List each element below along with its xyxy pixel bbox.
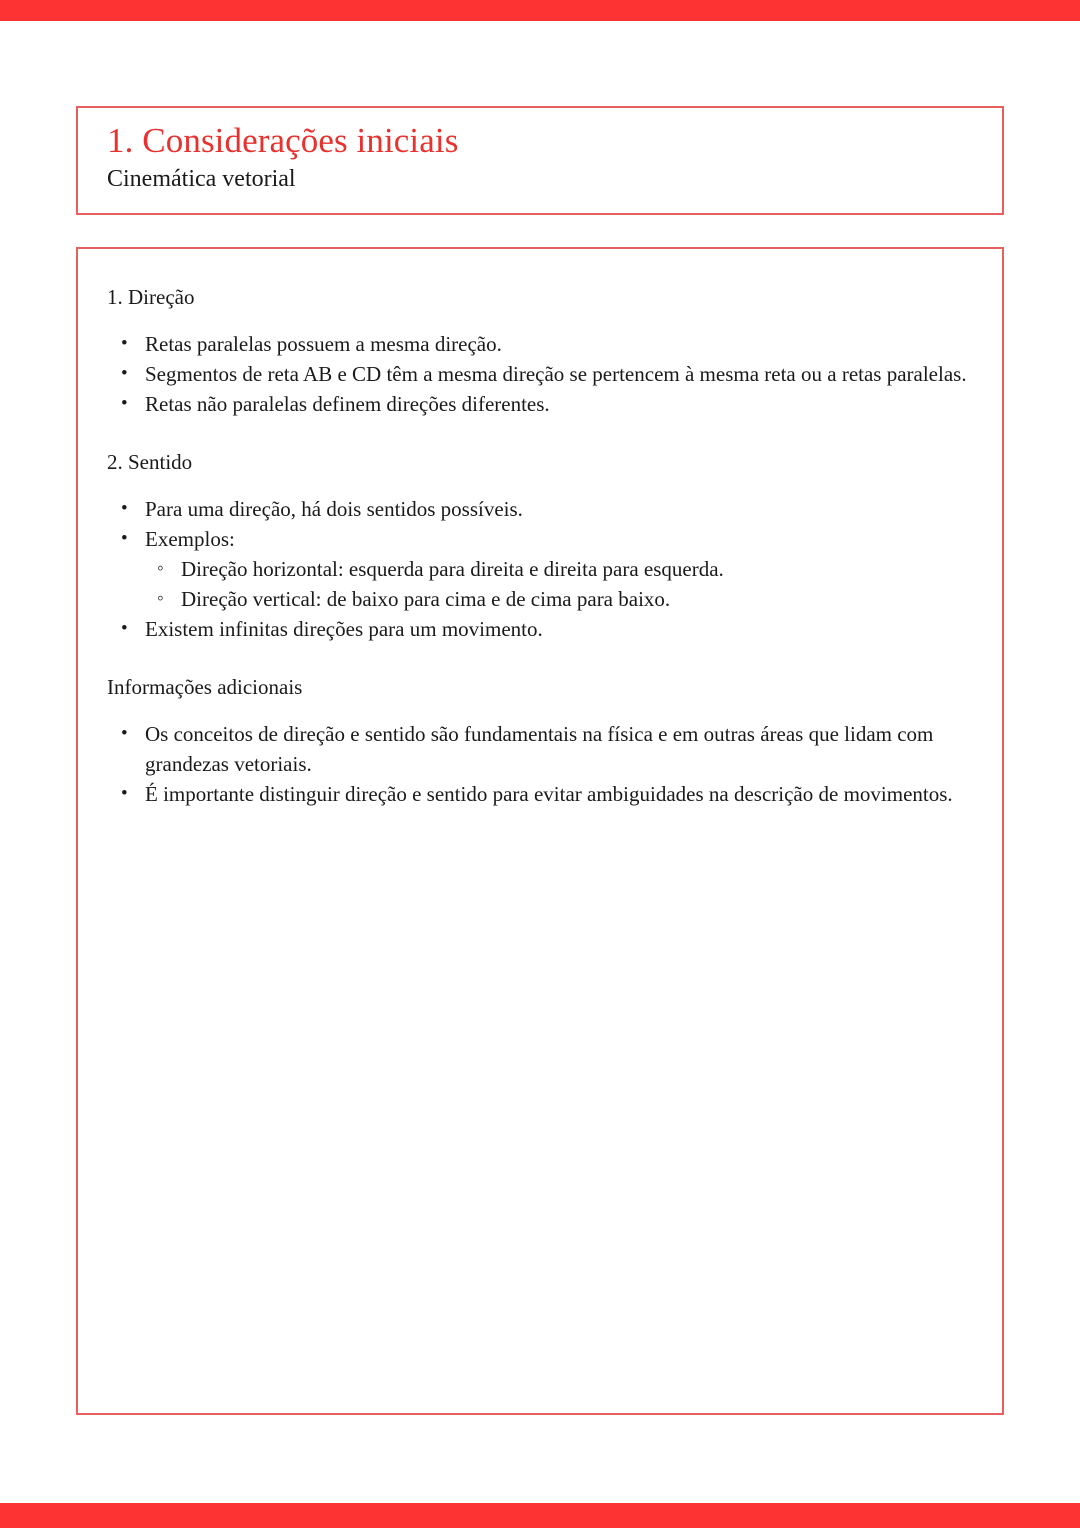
- sub-bullet-list: [145, 554, 972, 614]
- list-item: [107, 494, 972, 524]
- page-title: 1. Considerações iniciais: [107, 121, 459, 160]
- top-accent-bar: [0, 0, 1080, 21]
- section-heading: Informações adicionais: [107, 675, 303, 699]
- section-spacer: [107, 419, 972, 447]
- section-sentido: [107, 447, 972, 644]
- list-item-text: • Para uma direção, há dois sentidos possíveis.: [145, 494, 972, 524]
- list-item: [107, 779, 972, 809]
- bullet-list: [107, 329, 972, 419]
- list-item-text: • É importante distinguir direção e sentido para evitar ambiguidades na descrição de movimentos.: [145, 779, 972, 809]
- list-item: [107, 524, 972, 614]
- list-item-text: • Exemplos:: [145, 524, 972, 554]
- bottom-accent-bar: [0, 1503, 1080, 1528]
- bullet-list: [107, 719, 972, 809]
- list-item: [107, 614, 972, 644]
- section-heading: 1. Direção: [107, 285, 195, 309]
- sub-list-item-text: ◦ Direção horizontal: esquerda para direita e direita para esquerda.: [181, 554, 972, 584]
- list-item-text: • Os conceitos de direção e sentido são fundamentais na física e em outras áreas que lidam com grandezas vetoriais.: [145, 719, 972, 779]
- title-card: [76, 106, 1004, 215]
- sub-list-item: [145, 554, 972, 584]
- list-item: [107, 719, 972, 779]
- page-subtitle: Cinemática vetorial: [107, 166, 296, 192]
- sub-list-item-text: ◦ Direção vertical: de baixo para cima e de cima para baixo.: [181, 584, 972, 614]
- sub-list-item: [145, 584, 972, 614]
- list-item-text: • Existem infinitas direções para um movimento.: [145, 614, 972, 644]
- list-item: [107, 389, 972, 419]
- list-item-text: • Retas não paralelas definem direções diferentes.: [145, 389, 972, 419]
- list-item-text: • Segmentos de reta AB e CD têm a mesma direção se pertencem à mesma reta ou a retas paralelas.: [145, 359, 972, 389]
- list-item: [107, 359, 972, 389]
- section-spacer: [107, 644, 972, 672]
- bullet-list: [107, 494, 972, 644]
- list-item: [107, 329, 972, 359]
- content-card-inner: [78, 249, 1002, 809]
- section-heading: 2. Sentido: [107, 450, 193, 474]
- section-informacoes-adicionais: [107, 672, 972, 809]
- title-card-inner: [78, 108, 1002, 194]
- section-direcao: [107, 282, 972, 419]
- content-card: [76, 247, 1004, 1415]
- list-item-text: • Retas paralelas possuem a mesma direção.: [145, 329, 972, 359]
